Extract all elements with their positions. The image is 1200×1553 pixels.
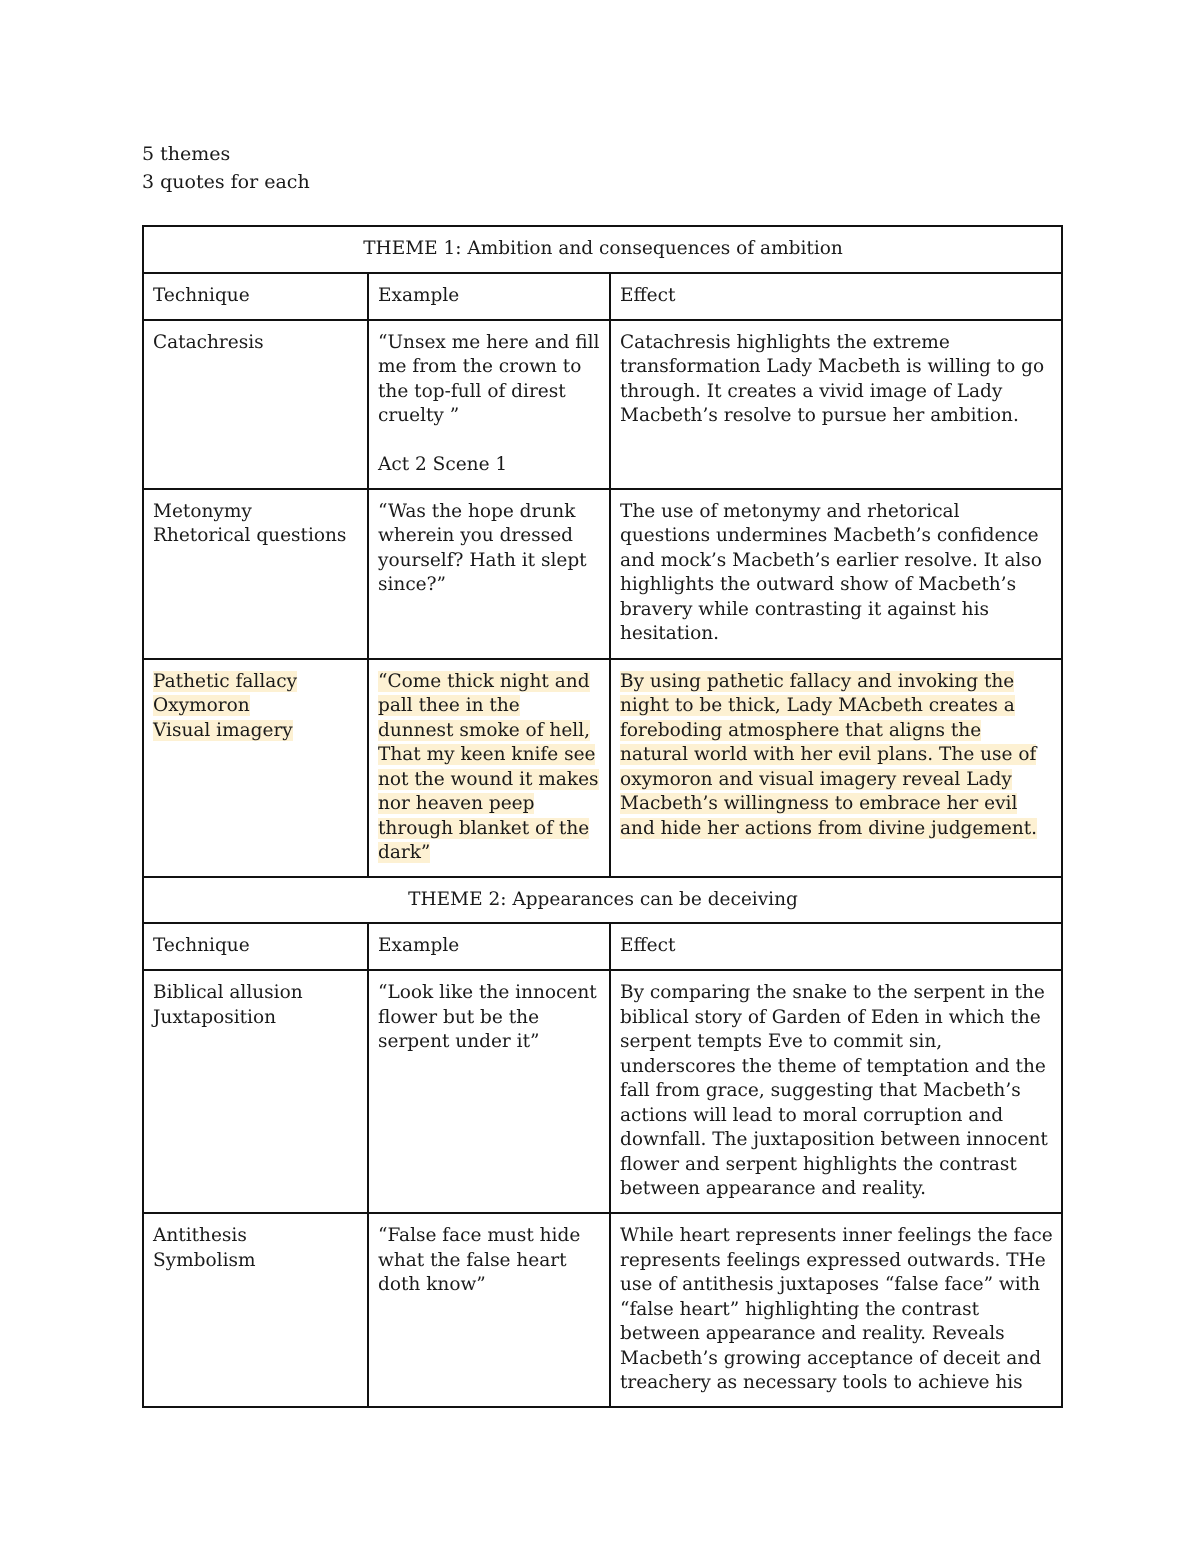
technique-cell	[143, 489, 368, 659]
header-technique: Technique	[143, 923, 368, 970]
theme-1-header-row	[143, 273, 1062, 320]
theme-2-title: THEME 2: Appearances can be deceiving	[143, 877, 1062, 924]
technique-cell	[143, 970, 368, 1213]
intro-notes	[142, 140, 310, 196]
effect-text: The use of metonymy and rhetorical questions undermines Macbeth’s confidence and mock’s Macbeth’s earlier resolve. It also highlights the outward show of Macbeth’s bravery while contrasting it against his hesitation.	[620, 500, 1042, 644]
effect-cell	[610, 970, 1062, 1213]
effect-cell	[610, 659, 1062, 877]
example-quote: “False face must hide what the false heart doth know”	[378, 1225, 581, 1295]
header-effect: Effect	[610, 923, 1062, 970]
example-cell	[368, 489, 610, 659]
example-cell	[368, 659, 610, 877]
table-row-highlighted	[143, 659, 1062, 877]
technique-cell	[143, 1213, 368, 1407]
example-quote: “Was the hope drunk wherein you dressed yourself? Hath it slept since?”	[378, 500, 587, 595]
example-quote: “Come thick night and pall thee in the dunnest smoke of hell, That my keen knife see not the wound it makes nor heaven peep through blanket of the dark”	[378, 670, 599, 863]
theme-2-title-row	[143, 877, 1062, 924]
example-quote: “Look like the innocent flower but be the serpent under it”	[378, 982, 597, 1052]
technique-label: Catachresis	[153, 331, 264, 353]
technique-cell	[143, 659, 368, 877]
header-example: Example	[368, 923, 610, 970]
technique-label: Biblical allusion	[153, 982, 303, 1003]
effect-text: By using pathetic fallacy and invoking the night to be thick, Lady MAcbeth creates a foreboding atmosphere that aligns the natural world with her evil plans. The use of oxymoron and visual imagery reveal Lady Macbeth’s willingness to embrace her evil and hide her actions from divine judgement.	[620, 670, 1038, 839]
effect-text: While heart represents inner feelings the face represents feelings expressed outwards. THe use of antithesis juxtaposes “false face” with “false heart” highlighting the contrast between appearance and reality. Reveals Macbeth’s growing acceptance of deceit and treachery as necessary tools to achieve his	[620, 1225, 1053, 1393]
intro-line-themes: 5 themes	[142, 143, 231, 165]
effect-text: By comparing the snake to the serpent in the biblical story of Garden of Eden in which the serpent tempts Eve to commit sin, underscores the theme of temptation and the fall from grace, suggesting that Macbeth’s actions will lead to moral corruption and downfall. The juxtaposition between innocent flower and serpent highlights the contrast between appearance and reality.	[620, 982, 1048, 1199]
table-row	[143, 320, 1062, 489]
technique-label: Pathetic fallacy	[153, 670, 298, 692]
header-effect: Effect	[610, 273, 1062, 320]
intro-line-quotes: 3 quotes for each	[142, 171, 310, 193]
example-cell	[368, 1213, 610, 1407]
themes-table	[142, 225, 1063, 1408]
effect-text: Catachresis highlights the extreme transformation Lady Macbeth is willing to go through. It creates a vivid image of Lady Macbeth’s resolve to pursue her ambition.	[620, 331, 1045, 426]
technique-label: Antithesis	[153, 1225, 247, 1246]
technique-label: Juxtaposition	[153, 1006, 277, 1028]
technique-label: Oxymoron	[153, 695, 250, 716]
table-row	[143, 1213, 1062, 1407]
example-reference: Act 2 Scene 1	[378, 453, 508, 475]
theme-1-title-row	[143, 226, 1062, 273]
effect-cell	[610, 1213, 1062, 1407]
header-technique: Technique	[143, 273, 368, 320]
header-example: Example	[368, 273, 610, 320]
table-row	[143, 489, 1062, 659]
example-cell	[368, 970, 610, 1213]
effect-cell	[610, 489, 1062, 659]
theme-2-header-row	[143, 923, 1062, 970]
theme-1-title: THEME 1: Ambition and consequences of ambition	[143, 226, 1062, 273]
technique-label: Rhetorical questions	[153, 525, 347, 546]
technique-label: Symbolism	[153, 1249, 256, 1271]
table-row	[143, 970, 1062, 1213]
effect-cell	[610, 320, 1062, 489]
technique-label: Visual imagery	[153, 719, 293, 741]
example-quote: “Unsex me here and fill me from the crown to the top-full of direst cruelty ”	[378, 331, 600, 426]
example-cell	[368, 320, 610, 489]
technique-cell	[143, 320, 368, 489]
technique-label: Metonymy	[153, 500, 252, 522]
